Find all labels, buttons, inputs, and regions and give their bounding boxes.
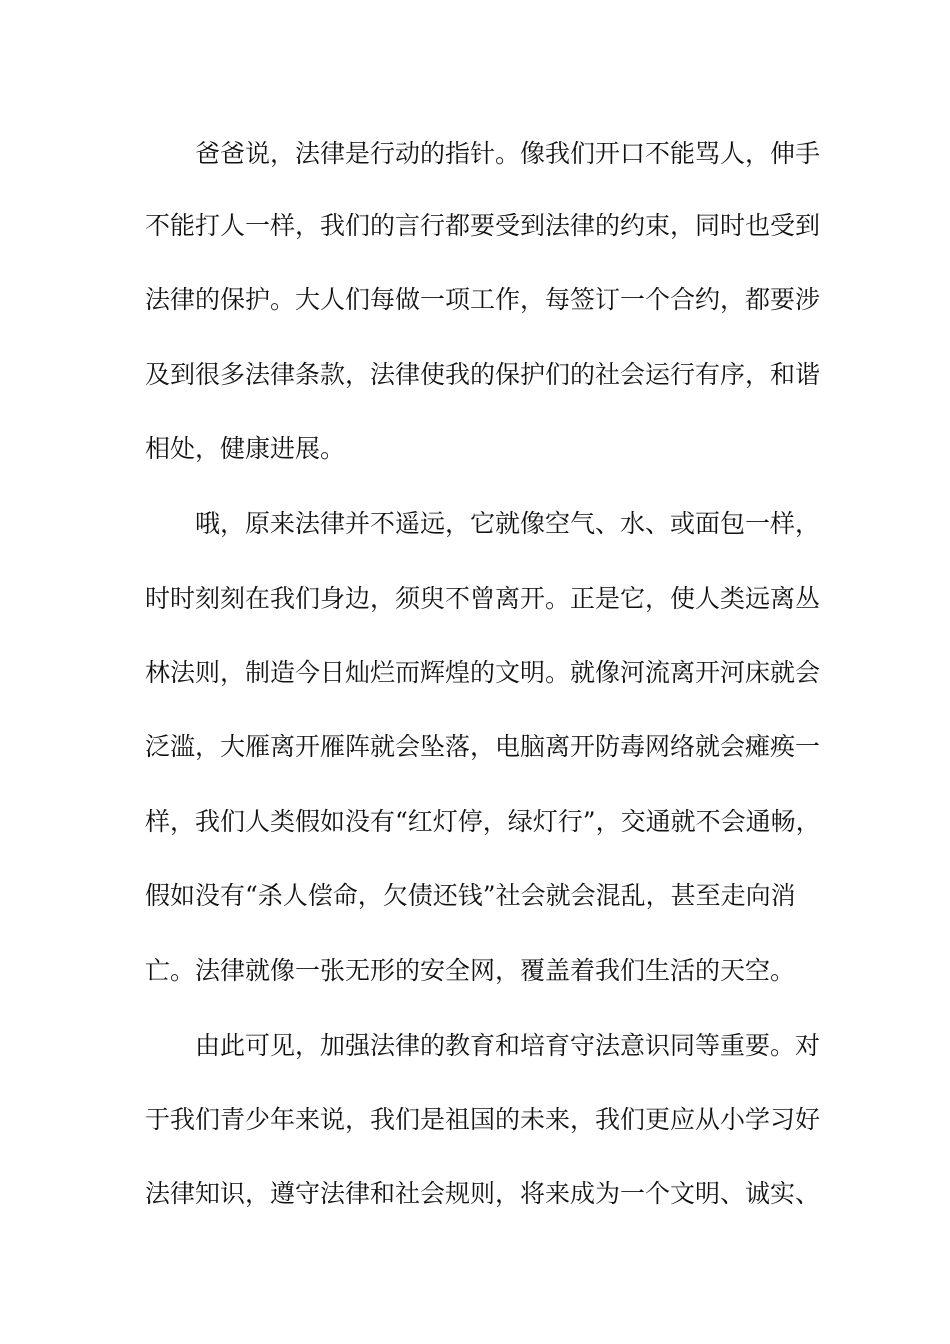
paragraph-2-line-1: 哦，原来法律并不遥远，它就像空气、水、或面包一样， bbox=[195, 509, 821, 538]
paragraph-2-line-6: 假如没有“杀人偿命，欠债还钱”社会就会混乱，甚至走向消 bbox=[145, 881, 796, 910]
paragraph-1-line-2: 不能打人一样，我们的言行都要受到法律的约束，同时也受到 bbox=[145, 211, 821, 240]
paragraph-3-line-1: 由此可见，加强法律的教育和培育守法意识同等重要。对 bbox=[195, 1031, 821, 1060]
paragraph-2-line-7: 亡。法律就像一张无形的安全网，覆盖着我们生活的天空。 bbox=[145, 956, 796, 985]
paragraph-2-line-2: 时时刻刻在我们身边，须臾不曾离开。正是它，使人类远离丛 bbox=[145, 584, 821, 613]
paragraph-1-line-3: 法律的保护。大人们每做一项工作，每签订一个合约，都要涉 bbox=[145, 285, 821, 314]
paragraph-3-line-3: 法律知识，遵守法律和社会规则，将来成为一个文明、诚实、 bbox=[145, 1179, 821, 1208]
paragraph-2-line-4: 泛滥，大雁离开雁阵就会坠落，电脑离开防毒网络就会瘫痪一 bbox=[145, 732, 821, 761]
paragraph-2-line-5: 样，我们人类假如没有“红灯停，绿灯行”，交通就不会通畅， bbox=[145, 807, 821, 836]
paragraph-2-line-3: 林法则，制造今日灿烂而辉煌的文明。就像河流离开河床就会 bbox=[145, 658, 821, 687]
paragraph-1-line-5: 相处，健康进展。 bbox=[145, 434, 346, 463]
paragraph-1-line-4: 及到很多法律条款，法律使我的保护们的社会运行有序，和谐 bbox=[145, 360, 821, 389]
paragraph-1-line-1: 爸爸说，法律是行动的指针。像我们开口不能骂人，伸手 bbox=[195, 139, 821, 168]
paragraph-3-line-2: 于我们青少年来说，我们是祖国的未来，我们更应从小学习好 bbox=[145, 1105, 821, 1134]
